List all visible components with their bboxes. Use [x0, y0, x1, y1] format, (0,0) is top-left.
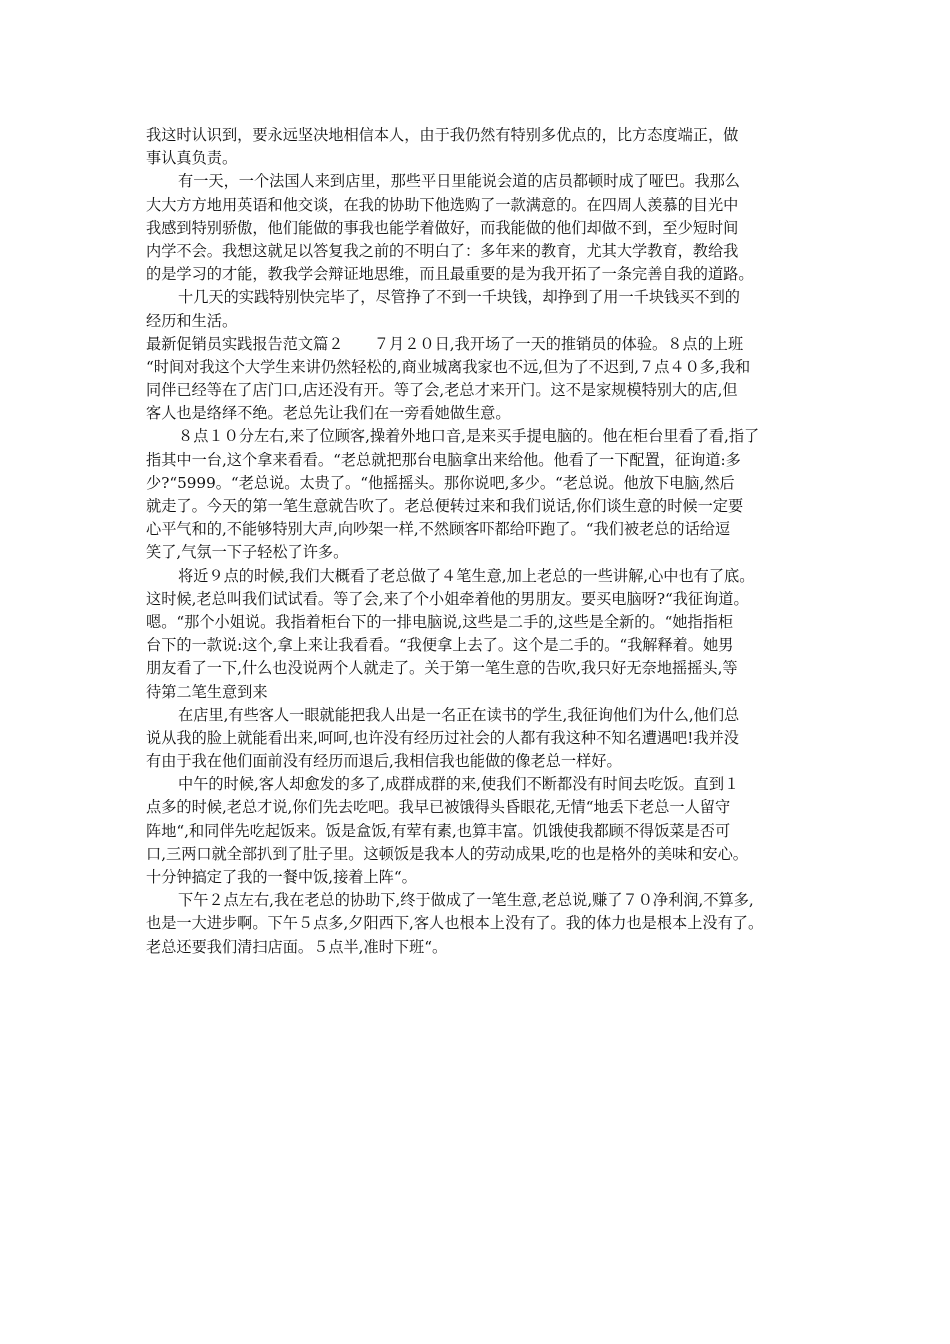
- paragraph-first-line: 有一天，一个法国人来到店里，那些平日里能说会道的店员都顿时成了哑巴。我那么: [178, 172, 740, 191]
- text-line: 朋友看了一下,什么也没说两个人就走了。关于第一笔生意的告吹,我只好无奈地摇摇头,等: [146, 659, 738, 678]
- text-line: 我这时认识到，要永远坚决地相信本人，由于我仍然有特别多优点的，比方态度端正，做: [146, 126, 739, 144]
- text-line: 也是一大进步啊。下午５点多,夕阳西下,客人也根本上没有了。我的体力也是根本上没有了。: [146, 914, 764, 933]
- text-line: 阵地“,和同伴先吃起饭来。饭是盒饭,有荤有素,也算丰富。饥饿使我都顾不得饭菜是否可: [146, 821, 731, 840]
- text-line: 心平气和的,不能够特别大声,向吵架一样,不然顾客吓都给吓跑了。“我们被老总的话给逗: [146, 520, 731, 539]
- text-line: 经历和生活。: [146, 311, 238, 330]
- paragraph-first-line: 在店里,有些客人一眼就能把我人出是一名正在读书的学生,我征询他们为什么,他们总: [178, 705, 740, 724]
- text-line: 内学不会。我想这就足以答复我之前的不明白了：多年来的教育，尤其大学教育，教给我: [146, 241, 739, 260]
- text-line: 口,三两口就全部扒到了肚子里。这顿饭是我本人的劳动成果,吃的也是格外的美味和安心。: [146, 844, 748, 863]
- text-line: 同伴已经等在了店门口,店还没有开。等了会,老总才来开门。这不是家规模特别大的店,但: [146, 381, 738, 400]
- text-line: 这时候,老总叫我们试试看。等了会,来了个小姐牵着他的男朋友。要买电脑呀?“我征询道。: [146, 589, 749, 608]
- text-line: 最新促销员实践报告范文篇２ ７月２０日,我开场了一天的推销员的体验。８点的上班: [146, 334, 744, 353]
- text-line: “时间对我这个大学生来讲仍然轻松的,商业城离我家也不远,但为了不迟到,７点４０多,我和: [146, 357, 751, 376]
- text-line: 说从我的脸上就能看出来,呵呵,也许没有经历过社会的人都有我这种不知名遭遇吧!我并没: [146, 728, 739, 747]
- paragraph-first-line: ８点１０分左右,来了位顾客,操着外地口音,是来买手提电脑的。他在柜台里看了看,指了: [178, 427, 760, 446]
- paragraph-first-line: 中午的时候,客人却愈发的多了,成群成群的来,使我们不断都没有时间去吃饭。直到１: [178, 775, 740, 794]
- paragraph-first-line: 将近９点的时候,我们大概看了老总做了４笔生意,加上老总的一些讲解,心中也有了底。: [178, 566, 755, 585]
- text-line: 的是学习的才能，教我学会辩证地思维，而且最重要的是为我开拓了一条完善自我的道路。: [146, 265, 754, 284]
- text-line: 我感到特别骄傲，他们能做的事我也能学着做好，而我能做的他们却做不到，至少短时间: [146, 218, 739, 237]
- text-line: 十分钟搞定了我的一餐中饭,接着上阵“。: [146, 868, 417, 886]
- text-line: 大大方方地用英语和他交谈，在我的协助下他选购了一款满意的。在四周人羡慕的目光中: [146, 195, 739, 214]
- document-body: [146, 124, 814, 959]
- text-line: 有由于我在他们面前没有经历而退后,我相信我也能做的像老总一样好。: [146, 752, 622, 771]
- text-line: 台下的一款说:这个,拿上来让我看看。“我便拿上去了。这个是二手的。“我解释着。她男: [146, 636, 734, 655]
- text-line: 嗯。“那个小姐说。我指着柜台下的一排电脑说,这些是二手的,这些是全新的。“她指指柜: [146, 612, 734, 631]
- text-line: 客人也是络绎不绝。老总先让我们在一旁看她做生意。: [146, 404, 511, 423]
- text-line: 就走了。今天的第一笔生意就告吹了。老总便转过来和我们说话,你们谈生意的时候一定要: [146, 497, 744, 515]
- text-line: 少?“5999。“老总说。太贵了。“他摇摇头。那你说吧,多少。“老总说。他放下电脑,然后: [146, 473, 735, 492]
- text-line: 待第二笔生意到来: [146, 682, 268, 701]
- text-line: 事认真负责。: [146, 149, 238, 168]
- paragraph-first-line: 十几天的实践特别快完毕了，尽管挣了不到一千块钱，却挣到了用一千块钱买不到的: [178, 288, 740, 307]
- text-line: 笑了,气氛一下子轻松了许多。: [146, 543, 349, 562]
- text-line: 老总还要我们清扫店面。５点半,准时下班“。: [146, 937, 448, 956]
- paragraph-first-line: 下午２点左右,我在老总的协助下,终于做成了一笔生意,老总说,赚了７０净利润,不算多,: [178, 891, 754, 910]
- text-line: 指其中一台,这个拿来看看。“老总就把那台电脑拿出来给他。他看了一下配置，征询道:多: [146, 450, 741, 469]
- text-line: 点多的时候,老总才说,你们先去吃吧。我早已被饿得头昏眼花,无情“地丢下老总一人留守: [146, 798, 731, 817]
